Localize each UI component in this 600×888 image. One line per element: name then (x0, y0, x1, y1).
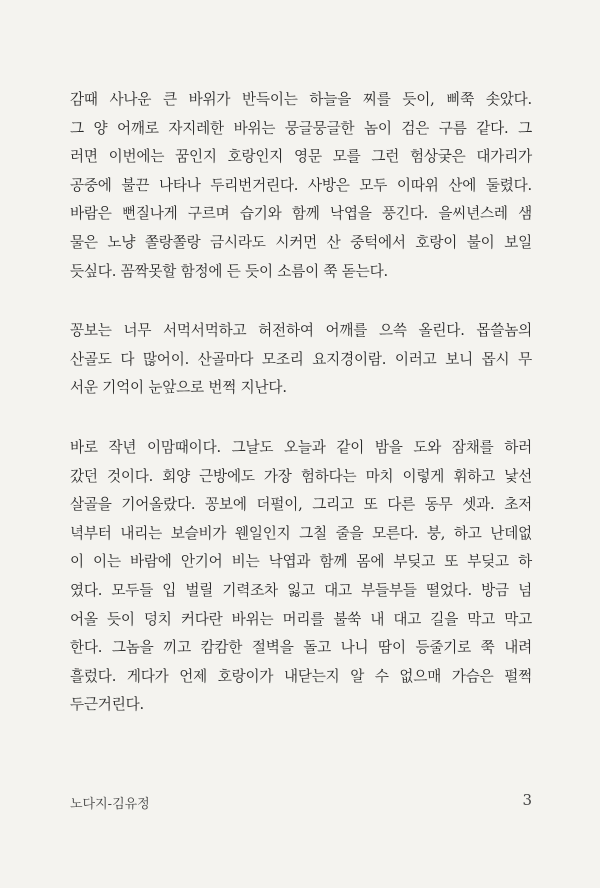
text-line: 바로 작년 이맘때이다. 그날도 오늘과 같이 밤을 도와 잠채를 하러 (70, 438, 532, 456)
text-line: 물은 노냥 쫄랑쫄랑 금시라도 시커먼 산 중턱에서 호랑이 불이 보일 (70, 233, 532, 251)
text-line: 공중에 불끈 나타나 두리번거린다. 사방은 모두 이따위 산에 둘렸다. (70, 176, 532, 194)
footer-book-title: 노다지-김유정 (70, 797, 150, 812)
text-line: 였다. 모두들 입 벌릴 기력조차 잃고 대고 부들부들 떨었다. 방금 넘 (70, 581, 532, 599)
text-line: 듯싶다. 꼼짝못할 함정에 든 듯이 소름이 쭉 돋는다. (70, 262, 388, 280)
text-line: 어올 듯이 덩치 커다란 바위는 머리를 불쑥 내 대고 길을 막고 막고 (70, 610, 532, 628)
text-line: 서운 기억이 눈앞으로 번쩍 지난다. (70, 379, 287, 397)
page-number: 3 (522, 791, 532, 809)
text-line: 갔던 것이다. 회양 근방에도 가장 험하다는 마치 이렇게 휘하고 낯선 (70, 467, 532, 485)
paragraph-1 (70, 86, 532, 286)
text-line: 녁부터 내리는 보슬비가 웬일인지 그칠 줄을 모른다. 붕, 하고 난데없 (70, 524, 532, 542)
text-line: 러면 이번에는 꿈인지 호랑인지 영문 모를 그런 험상궂은 대가리가 (70, 148, 532, 166)
text-line: 바람은 뻔질나게 구르며 습기와 함께 낙엽을 풍긴다. 을씨년스레 샘 (70, 205, 532, 223)
text-line: 이 이는 바람에 안기어 비는 낙엽과 함께 몸에 부딪고 또 부딪고 하 (70, 553, 532, 571)
text-line: 감때 사나운 큰 바위가 반득이는 하늘을 찌를 듯이, 삐쭉 솟았다. (70, 91, 532, 108)
paragraph-2 (70, 317, 532, 403)
text-line: 산골도 다 많어이. 산골마다 모조리 요지경이람. 이러고 보니 몹시 무 (70, 350, 532, 368)
text-line: 한다. 그놈을 끼고 캄캄한 절벽을 돌고 나니 땀이 등줄기로 쭉 내려 (70, 639, 532, 657)
text-line: 두근거린다. (70, 696, 144, 714)
text-line: 꽁보는 너무 서먹서먹하고 허전하여 어깨를 으쓱 올린다. 몹쓸놈의 (70, 322, 532, 340)
text-line: 살골을 기어올랐다. 꽁보에 더펄이, 그리고 또 다른 동무 셋과. 초저 (70, 496, 532, 514)
paragraph-3 (70, 434, 532, 720)
body-text (70, 86, 532, 751)
text-line: 그 양 어깨로 자지레한 바위는 뭉글뭉글한 놈이 검은 구름 같다. 그 (70, 119, 532, 137)
text-line: 흘렀다. 게다가 언제 호랑이가 내닫는지 알 수 없으매 가슴은 펄쩍 (70, 667, 532, 685)
